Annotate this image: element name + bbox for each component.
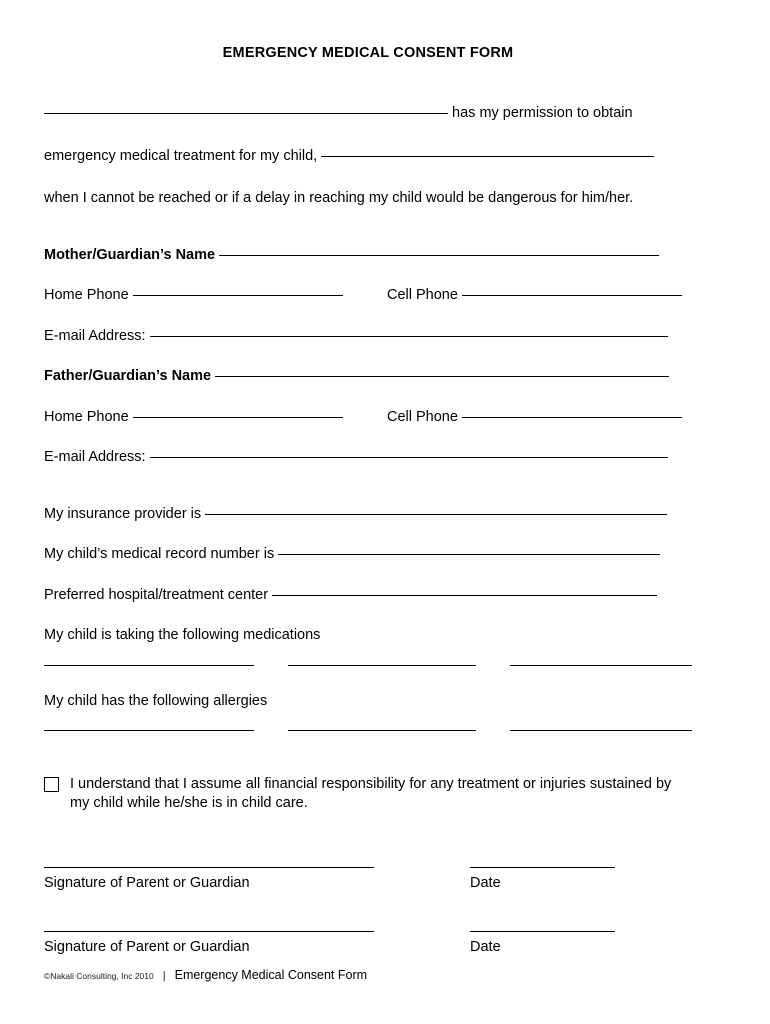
signature-lines-1 (44, 867, 692, 868)
record-number-label: My child’s medical record number is (44, 546, 275, 562)
insurance-row (44, 507, 692, 522)
father-email-label: E-mail Address: (44, 449, 146, 465)
mother-name-label: Mother/Guardian’s Name (44, 246, 216, 263)
allergies-blank-lines (44, 730, 692, 731)
allergies-label: My child has the following allergies (44, 692, 268, 709)
acknowledgement-line-2: by my child while he/she is in child care. (70, 776, 672, 811)
mother-home-phone-field[interactable] (133, 295, 343, 296)
father-name-row (44, 369, 692, 384)
signature-block-1 (44, 867, 692, 891)
medication-field-3[interactable] (510, 665, 692, 666)
footer-separator: | (162, 970, 166, 982)
page-title: EMERGENCY MEDICAL CONSENT FORM (222, 45, 514, 61)
signature-lines-2 (44, 931, 692, 932)
father-home-phone-label: Home Phone (44, 408, 129, 425)
date-field-1[interactable] (470, 867, 615, 868)
signature-gap-1 (374, 867, 470, 868)
father-name-label: Father/Guardian’s Name (44, 368, 212, 384)
mother-email-row (44, 329, 692, 344)
medication-field-2[interactable] (288, 665, 476, 666)
permission-text: has my permission to obtain (452, 105, 633, 121)
medications-label: My child is taking the following medications (44, 627, 321, 643)
signature-labels-1 (44, 875, 692, 891)
date-field-2[interactable] (470, 931, 615, 932)
date-label-2: Date (470, 938, 501, 955)
mother-email-field[interactable] (150, 336, 668, 337)
allergy-field-3[interactable] (510, 730, 692, 731)
signature-labels-2 (44, 939, 692, 955)
signature-gap-2 (374, 931, 470, 932)
mother-cell-phone-label: Cell Phone (387, 287, 458, 303)
footer-title: Emergency Medical Consent Form (174, 968, 368, 982)
signature-field-2[interactable] (44, 931, 374, 932)
footer (44, 968, 367, 982)
father-phone-row (44, 410, 692, 425)
father-cell-phone-field[interactable] (462, 417, 682, 418)
treatment-text: emergency medical treatment for my child, (44, 147, 318, 164)
signature-block-2 (44, 931, 692, 955)
father-email-field[interactable] (150, 457, 668, 458)
treatment-line (44, 149, 692, 164)
mother-phone-row (44, 288, 692, 303)
mother-email-label: E-mail Address: (44, 327, 146, 344)
acknowledgement-text (70, 775, 692, 813)
medications-row (44, 628, 692, 643)
child-name-field[interactable] (321, 156, 654, 157)
mother-home-phone-label: Home Phone (44, 287, 129, 303)
allergy-field-2[interactable] (288, 730, 476, 731)
father-home-phone-field[interactable] (133, 417, 343, 418)
date-label-1: Date (470, 874, 501, 891)
permission-blank-field[interactable] (44, 113, 448, 114)
mother-cell-phone-field[interactable] (462, 295, 682, 296)
delay-line (44, 191, 692, 206)
document-content (44, 0, 692, 955)
insurance-label: My insurance provider is (44, 505, 202, 522)
hospital-field[interactable] (272, 595, 657, 596)
hospital-label: Preferred hospital/treatment center (44, 586, 269, 603)
mother-name-row (44, 248, 692, 263)
allergies-row (44, 694, 692, 709)
allergy-field-1[interactable] (44, 730, 254, 731)
signature-label-2: Signature of Parent or Guardian (44, 938, 250, 955)
footer-copyright: ©Nakali Consulting, Inc 2010 (44, 971, 154, 981)
acknowledgement-checkbox[interactable] (44, 777, 59, 792)
medications-blank-lines (44, 665, 692, 666)
father-name-field[interactable] (215, 376, 669, 377)
record-number-field[interactable] (278, 554, 660, 555)
record-number-row (44, 547, 692, 562)
permission-line (44, 106, 692, 121)
signature-field-1[interactable] (44, 867, 374, 868)
hospital-row (44, 588, 692, 603)
acknowledgement-line-1: I understand that I assume all financial responsibility for any treatment or injuries sustained (70, 776, 652, 792)
acknowledgement-row (44, 775, 692, 813)
signature-label-1: Signature of Parent or Guardian (44, 874, 250, 891)
delay-text: when I cannot be reached or if a delay in reaching my child would be dangerous for him/her. (44, 190, 634, 206)
medication-field-1[interactable] (44, 665, 254, 666)
father-cell-phone-label: Cell Phone (387, 408, 458, 425)
mother-name-field[interactable] (219, 255, 659, 256)
insurance-field[interactable] (205, 514, 667, 515)
father-email-row (44, 450, 692, 465)
